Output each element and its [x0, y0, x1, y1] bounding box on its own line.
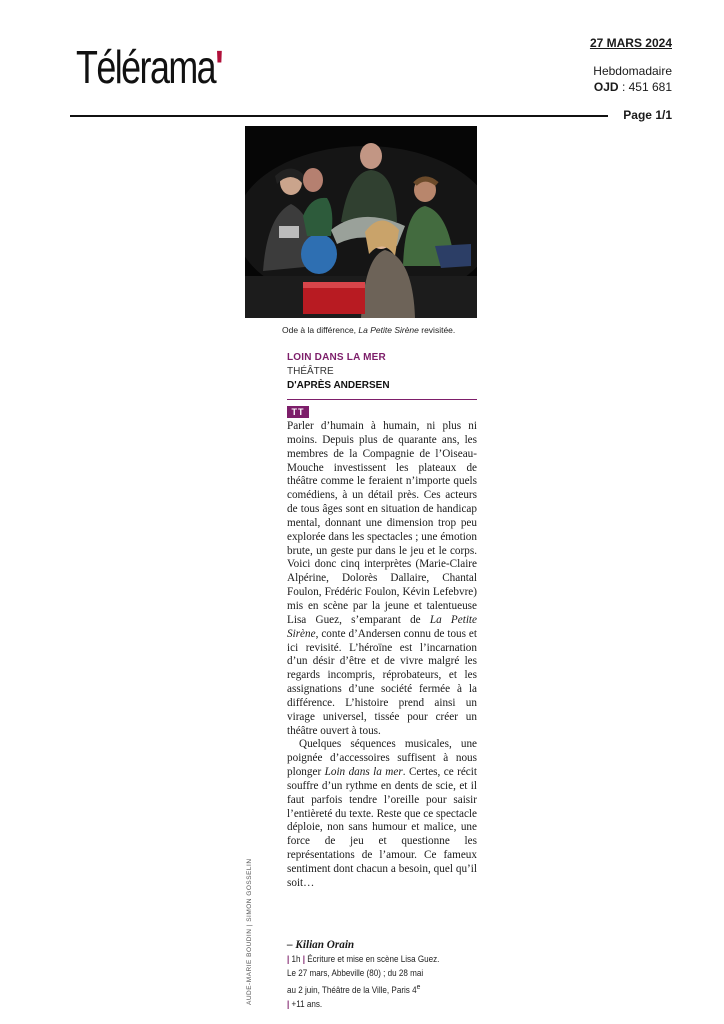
- publication-date: 27 MARS 2024: [589, 36, 672, 50]
- telerama-logo: Télérama': [76, 41, 223, 93]
- article-category: THÉÂTRE: [287, 366, 334, 377]
- header-rule: [70, 115, 608, 117]
- publication-frequency: Hebdomadaire: [593, 64, 672, 78]
- author-signature: – Kilian Orain: [287, 939, 355, 951]
- ojd-label: OJD: [593, 80, 619, 94]
- info-line-4: | +11 ans.: [287, 999, 323, 1010]
- paragraph-1: Parler d’humain à humain, ni plus ni moins. Depuis plus de quarante ans, les membres de la Compagnie de l’Oiseau-Mouche investissent les plateaux de théâtre comme le feraient n’importe quels comédiens, à un détail près. Ces acteurs de tous âges sont en situation de handicap mental, donnant une dimension trop peu explorée dans les spectacles ; une émotion brute, un geste pur dans le jeu et le corps. Voici donc cinq interprètes (Marie-Claire Alpérine, Dolorès Dallaire, Chantal Foulon, Frédéric Foulon, Kévin Lefebvre) mis en scène par la jeune et talentueuse Lisa Guez, s’emparant de La Petite Sirène, conte d’Andersen connu de tous et ici revisité. L’héroïne est l’incarnation d’un désir d’être et de vivre malgré les regards incompris, réprobateurs, et les assignations d’une société fermée à la différence. L’histoire prend ainsi un virage universel, tissée pour créer un théâtre ouvert à tous.: [287, 420, 477, 737]
- article-title: LOIN DANS LA MER: [287, 352, 386, 363]
- paragraph-2: Quelques séquences musicales, une poignée d’accessoires suffisent à nous plonger Loin dans la mer. Certes, ce récit souffre d’un rythme en dents de scie, et il faut parfois tendre l’oreille pour saisir l’entièreté du texte. Reste que ce spectacle déploie, non sans humour et malice, une force de jeu et questionne les représentations de l’amour. Ce fameux sentiment dont chacun a besoin, quel qu’il soit…: [287, 738, 477, 889]
- title-divider: [287, 399, 477, 400]
- article-subtitle: D'APRÈS ANDERSEN: [287, 380, 390, 391]
- photo-credit: AUDE-MARIE BOUDIN | SIMON GOSSELIN: [246, 858, 253, 1005]
- page-number: Page 1/1: [623, 108, 672, 122]
- ojd-circulation: [594, 80, 672, 94]
- rating-badge: TT: [287, 406, 309, 418]
- logo-mark: ': [215, 41, 223, 93]
- article-body: [287, 420, 477, 891]
- info-line-1: | 1h | Écriture et mise en scène Lisa Guez.: [287, 954, 440, 964]
- info-line-3: au 2 juin, Théâtre de la Ville, Paris 4e: [287, 982, 421, 996]
- photo-caption: Ode à la différence, La Petite Sirène revisitée.: [282, 325, 456, 335]
- stage-photo: [245, 126, 477, 318]
- info-line-2: Le 27 mars, Abbeville (80) ; du 28 mai: [287, 967, 424, 978]
- ojd-value: : 451 681: [618, 80, 672, 94]
- stage-photo-image: [245, 126, 477, 318]
- show-info: [287, 953, 463, 1012]
